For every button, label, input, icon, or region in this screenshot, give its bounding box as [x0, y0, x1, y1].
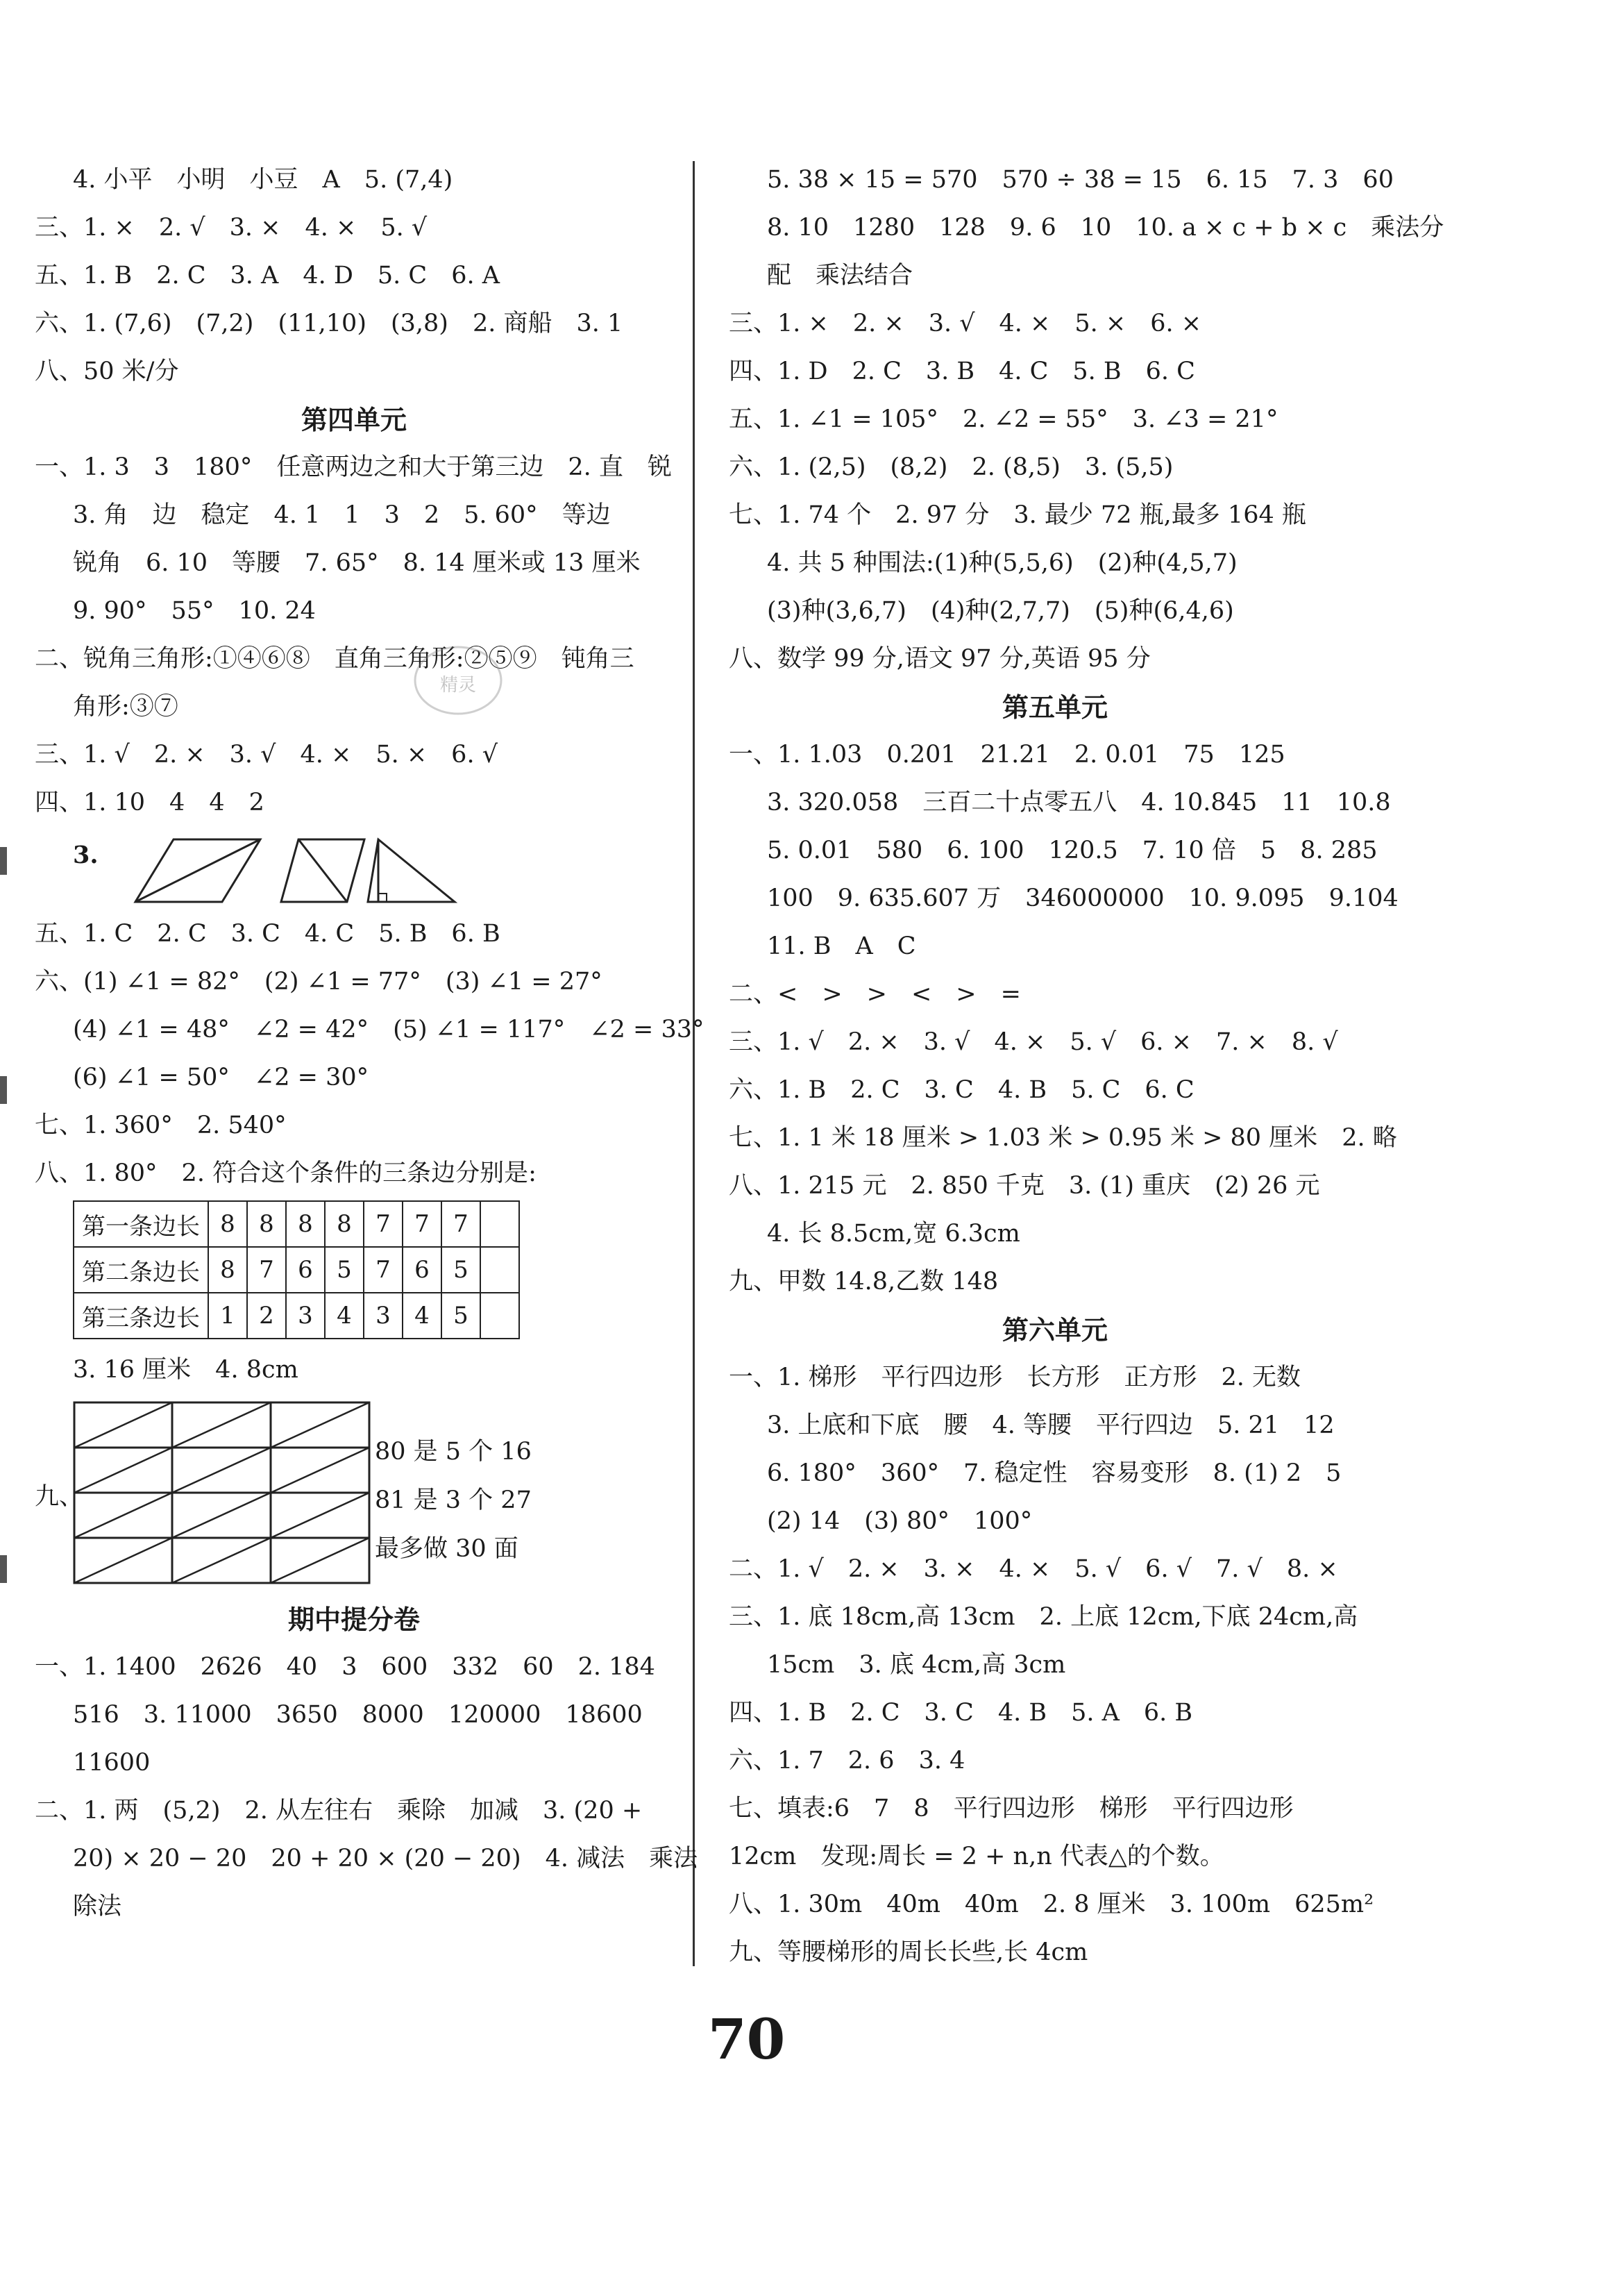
answer-line: 11600 — [73, 1749, 151, 1777]
grid-label: 九、 — [35, 1483, 84, 1511]
answer-line: 3. 角 边 稳定 4. 1 1 3 2 5. 60° 等边 — [73, 501, 611, 529]
answer-line: 六、1. (7,6) (7,2) (11,10) (3,8) 2. 商船 3. 1 — [35, 310, 623, 337]
answer-line: (4) ∠1 = 48° ∠2 = 42° (5) ∠1 = 117° ∠2 = 33° — [73, 1016, 704, 1044]
answer-line: 20) × 20 − 20 20 + 20 × (20 − 20) 4. 减法 乘法 — [73, 1845, 698, 1872]
answer-line: 二、1. √ 2. × 3. × 4. × 5. √ 6. √ 7. √ 8. × — [729, 1555, 1338, 1583]
flag-grid-figure — [35, 1394, 673, 1595]
table-cell: 6 — [403, 1247, 441, 1293]
answer-line: 12cm 发现:周长 = 2 + n,n 代表△的个数。 — [729, 1843, 1224, 1870]
answer-line: 4. 长 8.5cm,宽 6.3cm — [767, 1220, 1020, 1248]
answer-line: 6. 180° 360° 7. 稳定性 容易变形 8. (1) 2 5 — [767, 1459, 1342, 1487]
answer-line: 100 9. 635.607 万 346000000 10. 9.095 9.104 — [767, 885, 1399, 912]
table-cell: 7 — [364, 1201, 403, 1247]
grid-drawing — [73, 1401, 371, 1585]
answer-line: 八、1. 215 元 2. 850 千克 3. (1) 重庆 (2) 26 元 — [729, 1172, 1320, 1200]
answer-line: 七、1. 360° 2. 540° — [35, 1112, 287, 1139]
watermark-stamp — [410, 639, 507, 722]
answer-line: 锐角 6. 10 等腰 7. 65° 8. 14 厘米或 13 厘米 — [73, 549, 641, 577]
table-cell — [480, 1247, 519, 1293]
answer-line: 三、1. × 2. √ 3. × 4. × 5. √ — [35, 214, 428, 242]
section-heading: 第四单元 — [301, 404, 407, 435]
table-cell: 5 — [441, 1293, 480, 1339]
answer-line: 二、锐角三角形:①④⑥⑧ 直角三角形:②⑤⑨ 钝角三 — [35, 645, 634, 673]
edge-mark — [0, 1076, 7, 1104]
answer-line: 五、1. B 2. C 3. A 4. D 5. C 6. A — [35, 262, 500, 290]
table-cell: 5 — [325, 1247, 364, 1293]
grid-note: 最多做 30 面 — [375, 1535, 518, 1563]
answer-line: (6) ∠1 = 50° ∠2 = 30° — [73, 1064, 369, 1091]
answer-line: 六、(1) ∠1 = 82° (2) ∠1 = 77° (3) ∠1 = 27° — [35, 968, 602, 996]
answer-line: 角形:③⑦ — [73, 693, 178, 721]
shapes-label: 3. — [73, 841, 99, 869]
answer-line: 11. B A C — [767, 932, 916, 960]
answer-line: 5. 0.01 580 6. 100 120.5 7. 10 倍 5 8. 285 — [767, 837, 1378, 864]
answer-line: 七、1. 74 个 2. 97 分 3. 最少 72 瓶,最多 164 瓶 — [729, 501, 1306, 529]
table-cell: 7 — [247, 1247, 286, 1293]
table-cell: 7 — [403, 1201, 441, 1247]
answer-line: 九、等腰梯形的周长长些,长 4cm — [729, 1938, 1088, 1966]
row-label: 第二条边长 — [74, 1247, 208, 1293]
left-column — [35, 156, 704, 1931]
page-number: 70 — [708, 2006, 786, 2072]
answer-line: 3. 上底和下底 腰 4. 等腰 平行四边 5. 21 12 — [767, 1411, 1335, 1439]
table-cell: 1 — [208, 1293, 247, 1339]
answer-line: 一、1. 1400 2626 40 3 600 332 60 2. 184 — [35, 1653, 655, 1681]
table-cell: 4 — [403, 1293, 441, 1339]
answer-line: 六、1. B 2. C 3. C 4. B 5. C 6. C — [729, 1076, 1194, 1104]
answer-line: 除法 — [73, 1893, 122, 1920]
edge-mark — [0, 1555, 7, 1583]
table-cell: 4 — [325, 1293, 364, 1339]
answer-line: 一、1. 1.03 0.201 21.21 2. 0.01 75 125 — [729, 741, 1285, 769]
answer-line: 5. 38 × 15 = 570 570 ÷ 38 = 15 6. 15 7. 3 60 — [767, 166, 1394, 194]
table-row — [74, 1293, 519, 1339]
table-cell: 8 — [208, 1247, 247, 1293]
stamp-text: 精灵 — [439, 675, 477, 696]
answer-line: 15cm 3. 底 4cm,高 3cm — [767, 1651, 1066, 1679]
answer-line: 九、甲数 14.8,乙数 148 — [729, 1268, 999, 1296]
answer-line: 三、1. √ 2. × 3. √ 4. × 5. √ 6. × 7. × 8. √ — [729, 1028, 1338, 1056]
shapes-figure — [35, 827, 673, 910]
table-cell: 6 — [286, 1247, 325, 1293]
row-label: 第一条边长 — [74, 1201, 208, 1247]
triangle-sides-table — [73, 1200, 520, 1339]
answer-line: 4. 小平 小明 小豆 A 5. (7,4) — [73, 166, 453, 194]
answer-line: 三、1. √ 2. × 3. √ 4. × 5. × 6. √ — [35, 741, 498, 769]
answer-line: 六、1. (2,5) (8,2) 2. (8,5) 3. (5,5) — [729, 453, 1174, 481]
table-row — [74, 1247, 519, 1293]
table-cell — [480, 1293, 519, 1339]
parallelogram-drawings — [97, 832, 486, 909]
grid-note: 81 是 3 个 27 — [375, 1486, 532, 1514]
table-row — [74, 1201, 519, 1247]
answer-line: (3)种(3,6,7) (4)种(2,7,7) (5)种(6,4,6) — [767, 597, 1234, 625]
answer-line: 八、数学 99 分,语文 97 分,英语 95 分 — [729, 645, 1151, 673]
section-heading: 第六单元 — [1002, 1314, 1108, 1346]
table-cell: 2 — [247, 1293, 286, 1339]
column-divider — [693, 161, 695, 1966]
answer-line: 一、1. 梯形 平行四边形 长方形 正方形 2. 无数 — [729, 1364, 1301, 1391]
answer-line: 配 乘法结合 — [767, 262, 913, 290]
answer-line: 四、1. B 2. C 3. C 4. B 5. A 6. B — [729, 1699, 1193, 1727]
answer-line: 516 3. 11000 3650 8000 120000 18600 — [73, 1701, 643, 1729]
table-cell: 7 — [364, 1247, 403, 1293]
table-cell: 8 — [247, 1201, 286, 1247]
answer-line: 八、50 米/分 — [35, 358, 179, 385]
answer-line: 4. 共 5 种围法:(1)种(5,5,6) (2)种(4,5,7) — [767, 549, 1238, 577]
answer-line: 四、1. D 2. C 3. B 4. C 5. B 6. C — [729, 358, 1195, 385]
table-cell: 3 — [364, 1293, 403, 1339]
answer-line: 三、1. × 2. × 3. √ 4. × 5. × 6. × — [729, 310, 1202, 337]
answer-line: 八、1. 80° 2. 符合这个条件的三条边分别是: — [35, 1159, 537, 1187]
answer-line: 三、1. 底 18cm,高 13cm 2. 上底 12cm,下底 24cm,高 — [729, 1603, 1358, 1631]
answer-line: 七、填表:6 7 8 平行四边形 梯形 平行四边形 — [729, 1795, 1294, 1822]
answer-line: 9. 90° 55° 10. 24 — [73, 597, 316, 625]
table-cell — [480, 1201, 519, 1247]
table-cell: 8 — [325, 1201, 364, 1247]
answer-line: 3. 320.058 三百二十点零五八 4. 10.845 11 10.8 — [767, 789, 1391, 816]
row-label: 第三条边长 — [74, 1293, 208, 1339]
grid-note: 80 是 5 个 16 — [375, 1438, 532, 1466]
answer-line: 3. 16 厘米 4. 8cm — [73, 1356, 298, 1384]
answer-line: 一、1. 3 3 180° 任意两边之和大于第三边 2. 直 锐 — [35, 453, 672, 481]
answer-line: 六、1. 7 2. 6 3. 4 — [729, 1747, 965, 1775]
table-cell: 5 — [441, 1247, 480, 1293]
answer-line: 8. 10 1280 128 9. 6 10 10. a × c + b × c 乘法分 — [767, 214, 1444, 242]
table-cell: 8 — [208, 1201, 247, 1247]
right-column — [729, 156, 1444, 1977]
answer-line: (2) 14 (3) 80° 100° — [767, 1507, 1033, 1535]
edge-mark — [0, 847, 7, 875]
table-cell: 3 — [286, 1293, 325, 1339]
section-heading: 期中提分卷 — [287, 1604, 420, 1635]
section-heading: 第五单元 — [1002, 692, 1108, 723]
answer-line: 二、< > > < > = — [729, 980, 1021, 1008]
answer-line: 二、1. 两 (5,2) 2. 从左往右 乘除 加减 3. (20 + — [35, 1797, 643, 1825]
answer-line: 八、1. 30m 40m 40m 2. 8 厘米 3. 100m 625m² — [729, 1891, 1374, 1918]
table-cell: 8 — [286, 1201, 325, 1247]
answer-line: 七、1. 1 米 18 厘米 > 1.03 米 > 0.95 米 > 80 厘米 2. 略 — [729, 1124, 1397, 1152]
answer-line: 五、1. ∠1 = 105° 2. ∠2 = 55° 3. ∠3 = 21° — [729, 405, 1278, 433]
table-cell: 7 — [441, 1201, 480, 1247]
answer-line: 五、1. C 2. C 3. C 4. C 5. B 6. B — [35, 920, 500, 948]
answer-line: 四、1. 10 4 4 2 — [35, 789, 264, 816]
